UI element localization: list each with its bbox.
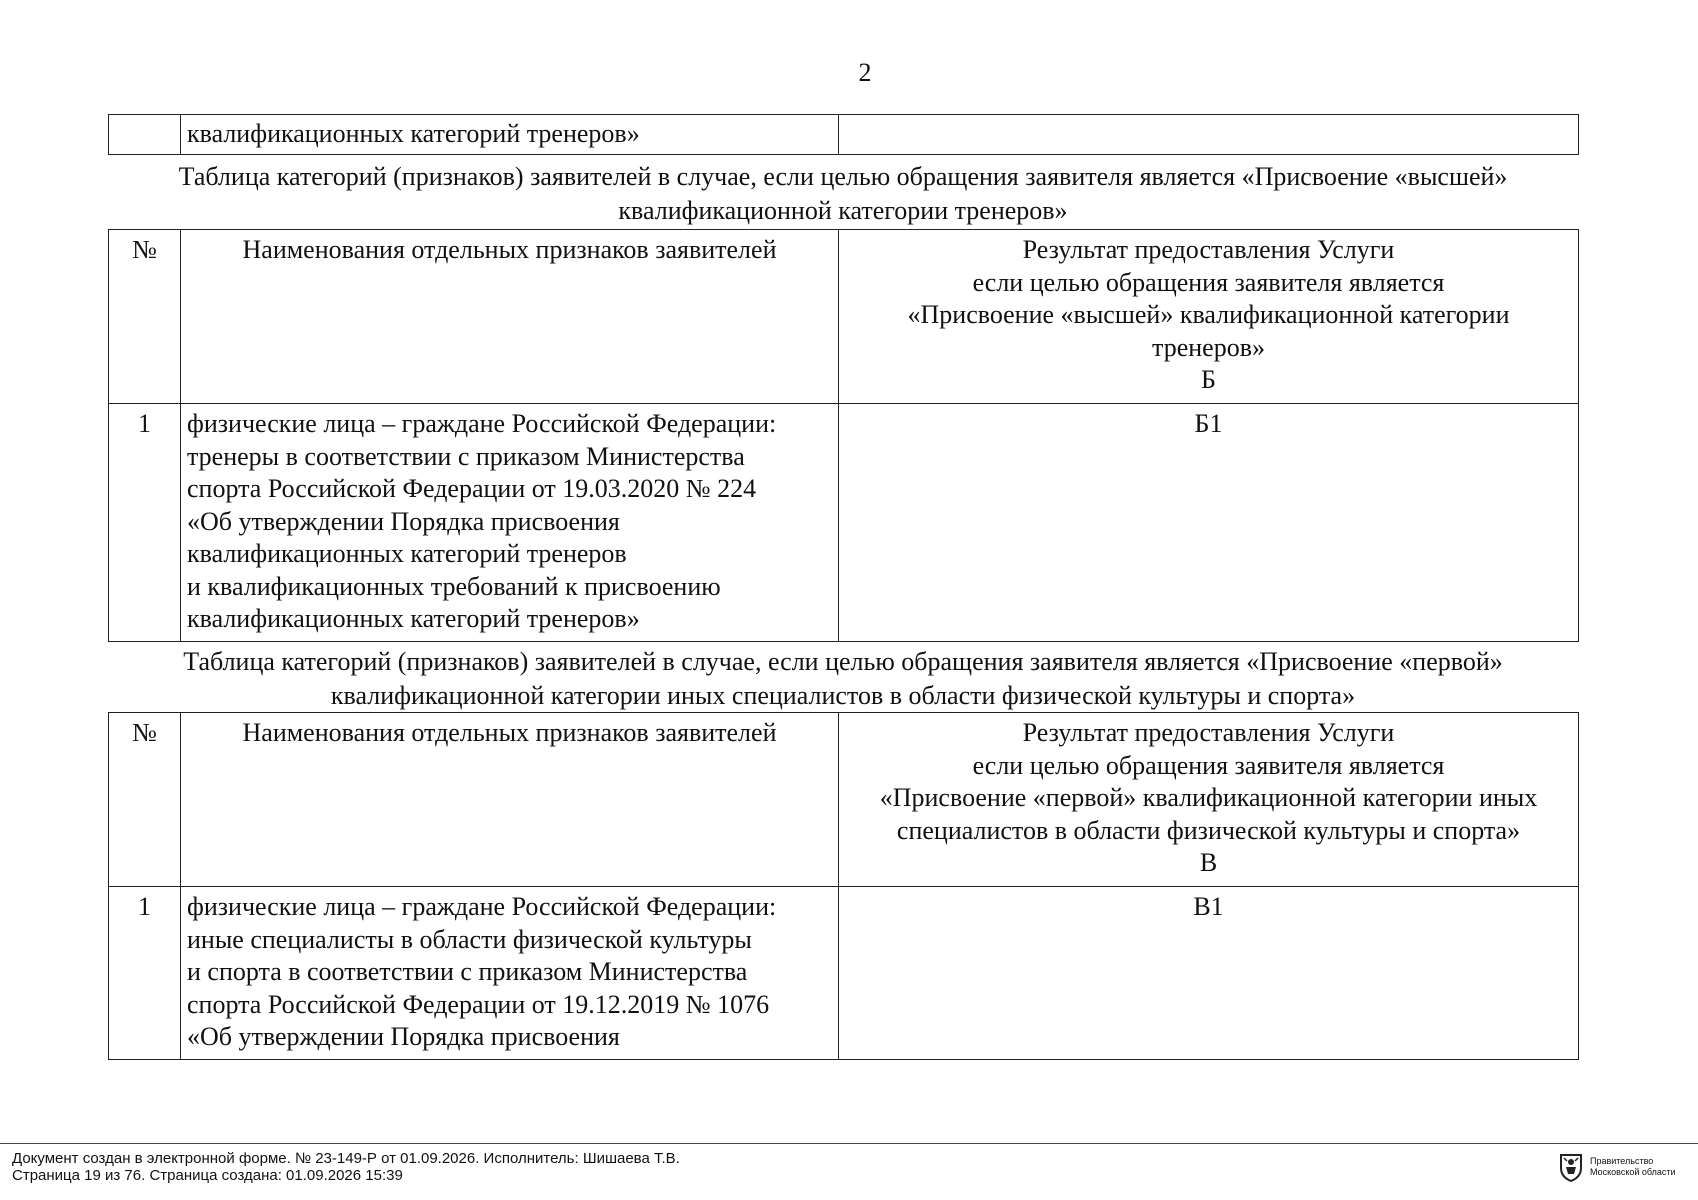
footer-info (12, 1150, 680, 1184)
table-row (109, 115, 1579, 155)
criteria-line: физические лица – граждане Российской Федерации: (187, 409, 777, 438)
footer-document-info: Документ создан в электронной форме. № 23-149-Р от 01.09.2026. Исполнитель: Шишаева Т.В. (12, 1150, 680, 1167)
header-result-code: Б (1201, 365, 1216, 394)
footer-logo-label (1590, 1156, 1676, 1178)
header-result-code: В (1199, 848, 1218, 877)
table-row (109, 404, 1579, 642)
result-cell: Б1 (839, 404, 1579, 642)
criteria-line: квалификационных категорий тренеров» (187, 604, 640, 633)
table-v-caption-line: квалификационной категории иных специалистов в области физической культуры и спорта» (330, 681, 1356, 710)
header-result-line: «Присвоение «высшей» квалификационной категории (907, 300, 1510, 329)
criteria-line: спорта Российской Федерации от 19.12.2019 № 1076 (187, 989, 770, 1019)
header-result-line: тренеров» (1152, 332, 1265, 362)
criteria-line: квалификационных категорий тренеров (187, 539, 627, 568)
footer-logo (1558, 1152, 1676, 1182)
table-row (109, 887, 1579, 1060)
page-number: 2 (858, 58, 872, 87)
header-result-line: если целью обращения заявителя является (972, 267, 1445, 297)
header-criteria: Наименования отдельных признаков заявителей (181, 713, 839, 887)
continuation-table (108, 114, 1579, 155)
header-number: № (109, 713, 181, 887)
table-b-caption-line: Таблица категорий (признаков) заявителей в случае, если целью обращения заявителя является «Присвоение «высшей» (178, 162, 1508, 191)
criteria-cell (181, 887, 839, 1060)
footer-divider (0, 1143, 1698, 1144)
row-number: 1 (109, 404, 181, 642)
coat-of-arms-icon (1558, 1152, 1584, 1182)
header-result-line: если целью обращения заявителя является (972, 750, 1445, 780)
header-result-line: «Присвоение «первой» квалификационной категории иных (879, 783, 1538, 812)
row-number (109, 115, 181, 155)
criteria-cell: квалификационных категорий тренеров» (181, 115, 839, 155)
result-cell (839, 115, 1579, 155)
criteria-line: иные специалисты в области физической культуры (187, 924, 752, 954)
criteria-cell (181, 404, 839, 642)
criteria-line: «Об утверждении Порядка присвоения (187, 506, 620, 536)
header-result-line: Результат предоставления Услуги (1022, 235, 1395, 264)
table-v-caption-line: Таблица категорий (признаков) заявителей в случае, если целью обращения заявителя является «Присвоение «первой» (183, 647, 1503, 676)
result-cell: В1 (839, 887, 1579, 1060)
header-criteria: Наименования отдельных признаков заявителей (181, 230, 839, 404)
criteria-line: тренеры в соответствии с приказом Министерства (187, 441, 745, 471)
table-b-caption-line: квалификационной категории тренеров» (618, 196, 1068, 225)
table-v-caption (108, 645, 1578, 713)
table-v (108, 712, 1579, 1060)
footer-logo-line: Московской области (1590, 1167, 1676, 1177)
header-result (839, 230, 1579, 404)
criteria-line: и квалификационных требований к присвоению (187, 571, 721, 601)
footer-logo-line: Правительство (1590, 1156, 1654, 1166)
header-result-line: специалистов в области физической культуры и спорта» (896, 815, 1521, 845)
header-number: № (109, 230, 181, 404)
criteria-line: «Об утверждении Порядка присвоения (187, 1022, 620, 1051)
criteria-line: спорта Российской Федерации от 19.03.2020 № 224 (187, 474, 757, 503)
row-number: 1 (109, 887, 181, 1060)
criteria-line: и спорта в соответствии с приказом Министерства (187, 957, 748, 986)
table-b (108, 229, 1579, 642)
table-header-row (109, 713, 1579, 887)
table-header-row (109, 230, 1579, 404)
criteria-line: физические лица – граждане Российской Федерации: (187, 892, 777, 921)
header-result (839, 713, 1579, 887)
footer-page-info: Страница 19 из 76. Страница создана: 01.09.2026 15:39 (12, 1167, 403, 1184)
header-result-line: Результат предоставления Услуги (1022, 718, 1395, 747)
table-b-caption (108, 160, 1578, 228)
